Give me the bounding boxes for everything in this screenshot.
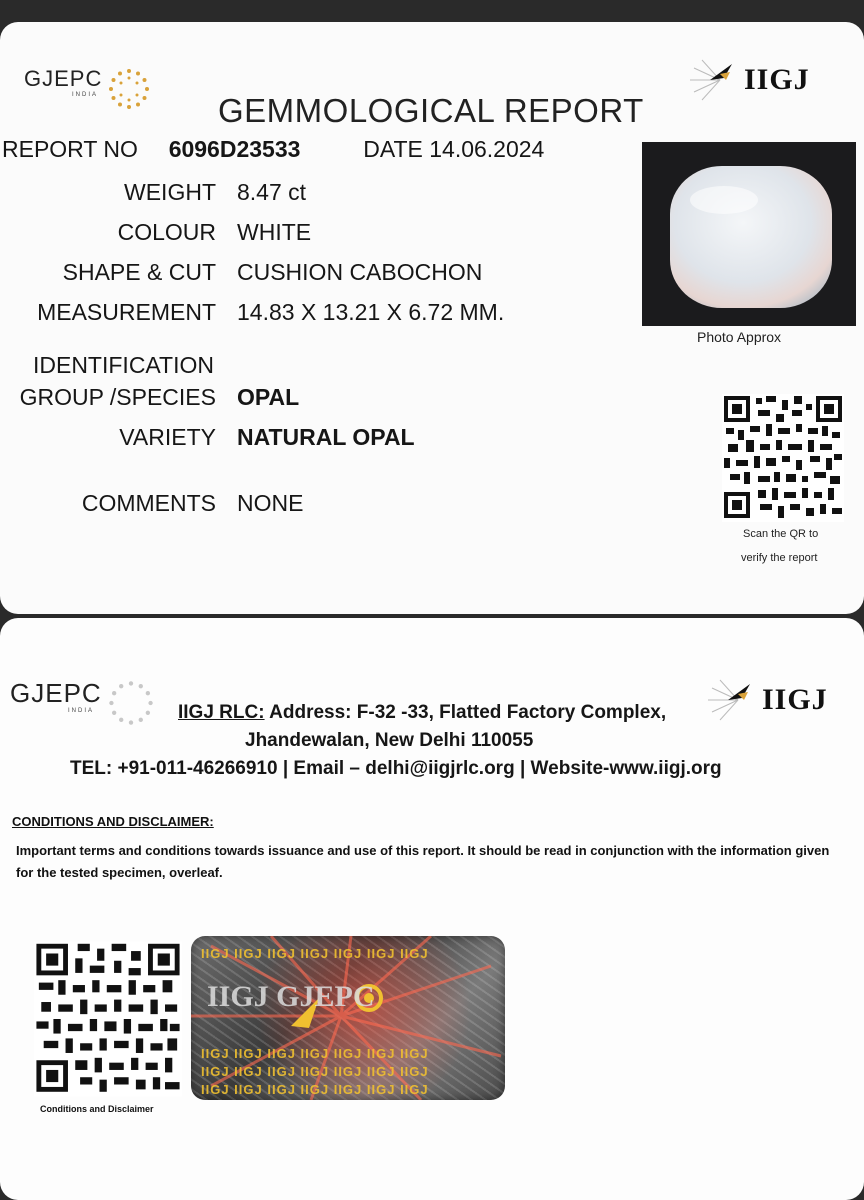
gem-photo: [642, 142, 856, 326]
hologram-text: IIGJ GJEPC: [207, 980, 375, 1013]
group-value: OPAL: [237, 384, 300, 410]
gjepc-logo-text-back: GJEPC: [10, 678, 102, 708]
conditions-title: CONDITIONS AND DISCLAIMER:: [12, 814, 214, 829]
report-front-card: [0, 22, 864, 614]
identification-label: IDENTIFICATION: [32, 352, 214, 378]
sun-icon: [106, 66, 152, 112]
measurement-label: MEASUREMENT: [37, 299, 216, 325]
verify-qr-code[interactable]: [722, 394, 844, 527]
iigj-emblem-icon: [680, 50, 744, 110]
gjepc-logo-back: [10, 678, 156, 728]
comments-value: NONE: [237, 490, 304, 516]
report-back-card: [0, 618, 864, 1200]
group-label: GROUP /SPECIES: [19, 384, 216, 410]
report-no-label: REPORT NO: [2, 136, 138, 162]
iigj-logo-back: [698, 670, 828, 730]
iigj-logo: [680, 50, 810, 110]
report-no-value: 6096D23533: [168, 136, 301, 162]
variety-label: VARIETY: [119, 424, 216, 450]
photo-caption: Photo Approx: [697, 329, 782, 345]
colour-value: WHITE: [237, 219, 312, 245]
iigj-emblem-icon: [698, 670, 762, 730]
gjepc-logo-sub-back: INDIA: [68, 708, 95, 714]
iigj-logo-text: IIGJ: [744, 63, 810, 96]
weight-value: 8.47 ct: [237, 179, 307, 205]
qr-caption-line-2: verify the report: [741, 552, 818, 564]
conditions-text: Important terms and conditions towards issuance and use of this report. It should be read in conjunction with the information given for the tested specimen, overleaf.: [16, 843, 830, 880]
opal-stone-image: [642, 142, 856, 326]
weight-label: WEIGHT: [124, 179, 216, 205]
gjepc-logo-text: GJEPC: [24, 66, 103, 91]
colour-label: COLOUR: [117, 219, 216, 245]
comments-label: COMMENTS: [81, 490, 216, 516]
gjepc-logo: [24, 66, 152, 112]
contact-line: TEL: +91-011-46266910 | Email – delhi@iigjrlc.org | Website-www.iigj.org: [70, 758, 722, 779]
conditions-qr-caption: Conditions and Disclaimer: [40, 1104, 154, 1114]
conditions-qr-code[interactable]: [34, 940, 182, 1103]
variety-value: NATURAL OPAL: [237, 424, 415, 450]
shape-label: SHAPE & CUT: [62, 259, 216, 285]
report-no-row: [2, 136, 544, 163]
report-title: GEMMOLOGICAL REPORT: [218, 92, 644, 129]
gjepc-logo-sub: INDIA: [72, 92, 99, 98]
date-label: DATE: [363, 136, 423, 162]
address-text: Address: F-32 -33, Flatted Factory Complex,: [264, 702, 667, 723]
security-hologram: IIGJ IIGJ IIGJ IIGJ IIGJ IIGJ IIGJ IIGJ GJEPC IIGJ IIGJ IIGJ IIGJ IIGJ IIGJ IIGJ IIGJ IIGJ IIGJ IIGJ IIGJ IIGJ IIGJ IIGJ IIGJ IIGJ IIGJ IIGJ IIGJ IIGJ: [191, 936, 505, 1100]
iigj-logo-text-back: IIGJ: [762, 683, 828, 716]
sun-icon: [106, 678, 156, 728]
address-line-2: Jhandewalan, New Delhi 110055: [245, 730, 534, 751]
address-label: IIGJ RLC:: [178, 702, 265, 723]
measurement-value: 14.83 X 13.21 X 6.72 MM.: [237, 299, 505, 325]
date-value: 14.06.2024: [429, 136, 545, 162]
address-line-1: [178, 702, 666, 724]
qr-caption-line-1: Scan the QR to: [743, 528, 819, 540]
shape-value: CUSHION CABOCHON: [237, 259, 483, 285]
